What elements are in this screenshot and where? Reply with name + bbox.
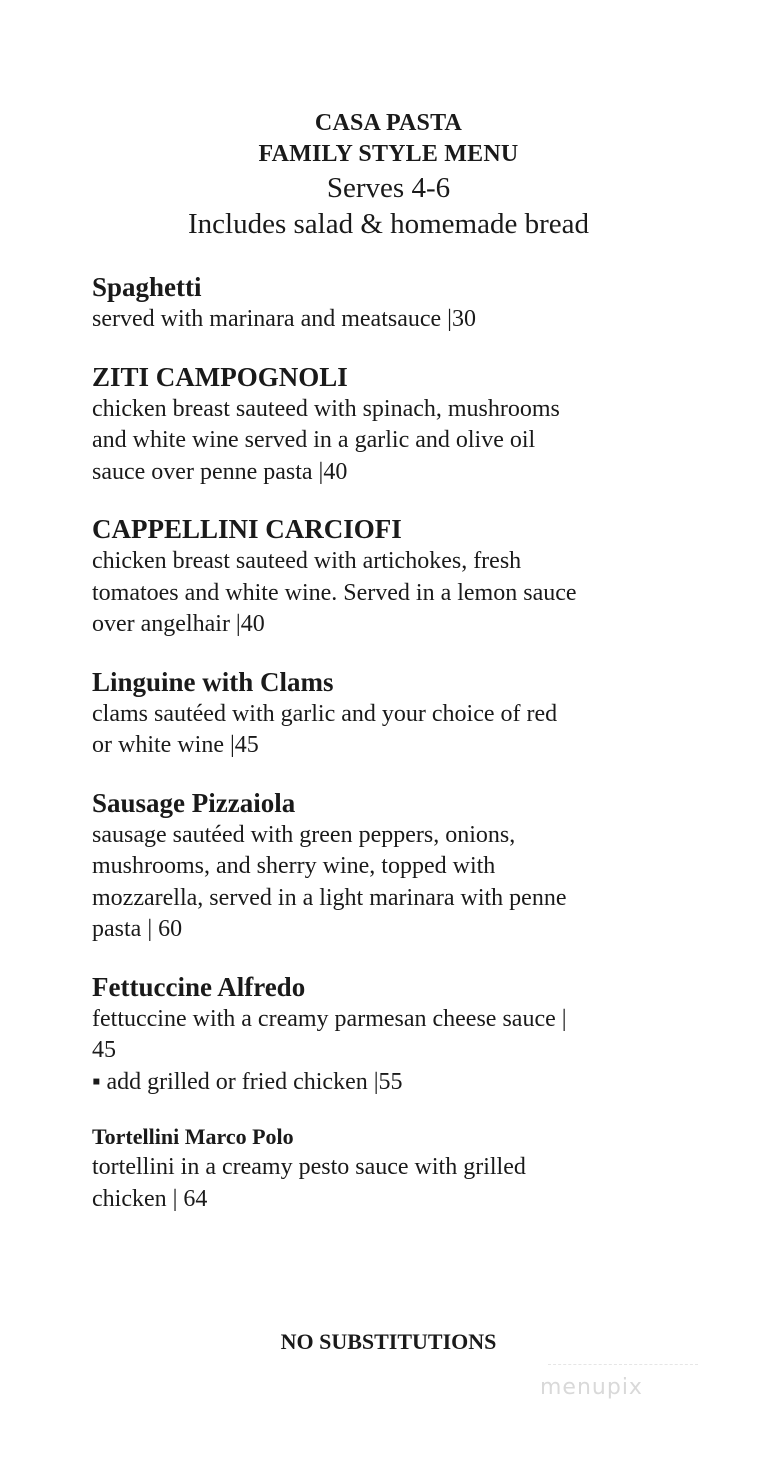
menu-header	[0, 108, 777, 242]
includes-note: Includes salad & homemade bread	[187, 208, 589, 240]
item-name: Linguine with Clams	[92, 666, 334, 697]
item-description-line: 45	[92, 1037, 116, 1063]
serves-note: Serves 4-6	[326, 172, 451, 204]
menu-item-fettuccine-alfredo	[92, 970, 732, 1099]
menu-items	[92, 270, 732, 1239]
item-name: Sausage Pizzaiola	[92, 787, 296, 818]
item-description-line: tomatoes and white wine. Served in a lemon sauce	[92, 579, 577, 606]
item-name: Tortellini Marco Polo	[92, 1124, 294, 1149]
menu-item-spaghetti	[92, 270, 732, 336]
item-name: ZITI CAMPOGNOLI	[92, 361, 348, 392]
item-description-line: sauce over penne pasta |40	[92, 458, 348, 485]
item-description-line: pasta | 60	[92, 916, 183, 942]
item-description-line: over angelhair |40	[92, 611, 265, 637]
item-description-line: served with marinara and meatsauce |30	[92, 306, 476, 332]
item-description-line: fettuccine with a creamy parmesan cheese sauce |	[92, 1005, 567, 1032]
item-description-line: chicken | 64	[92, 1185, 208, 1212]
item-addon-line: ▪ add grilled or fried chicken |55	[92, 1068, 403, 1095]
item-description-line: and white wine served in a garlic and olive oil	[92, 427, 536, 453]
item-description-line: tortellini in a creamy pesto sauce with grilled	[92, 1154, 526, 1180]
menupix-watermark: menupix	[540, 1375, 643, 1400]
item-description-line: sausage sautéed with green peppers, onions,	[92, 821, 516, 848]
item-description-line: chicken breast sauteed with spinach, mushrooms	[92, 395, 560, 422]
restaurant-name: CASA PASTA	[314, 110, 463, 136]
menu-item-tortellini-marco-polo	[92, 1122, 732, 1215]
item-description-line: mozzarella, served in a light marinara with penne	[92, 884, 567, 911]
item-description-line: clams sautéed with garlic and your choice of red	[92, 700, 558, 727]
item-description-line: chicken breast sauteed with artichokes, fresh	[92, 548, 522, 574]
item-description-line: mushrooms, and sherry wine, topped with	[92, 853, 496, 879]
menu-item-cappellini-carciofi	[92, 512, 732, 641]
no-substitutions-note: NO SUBSTITUTIONS	[280, 1329, 497, 1354]
watermark-divider	[548, 1364, 698, 1365]
item-name: Fettuccine Alfredo	[92, 971, 306, 1002]
menu-title: FAMILY STYLE MENU	[258, 141, 519, 167]
menu-item-linguine-clams	[92, 665, 732, 762]
item-description-line: or white wine |45	[92, 732, 259, 758]
item-name: CAPPELLINI CARCIOFI	[92, 514, 402, 544]
menu-item-sausage-pizzaiola	[92, 786, 732, 946]
menu-item-ziti-campognoli	[92, 360, 732, 489]
item-name: Spaghetti	[92, 272, 202, 302]
